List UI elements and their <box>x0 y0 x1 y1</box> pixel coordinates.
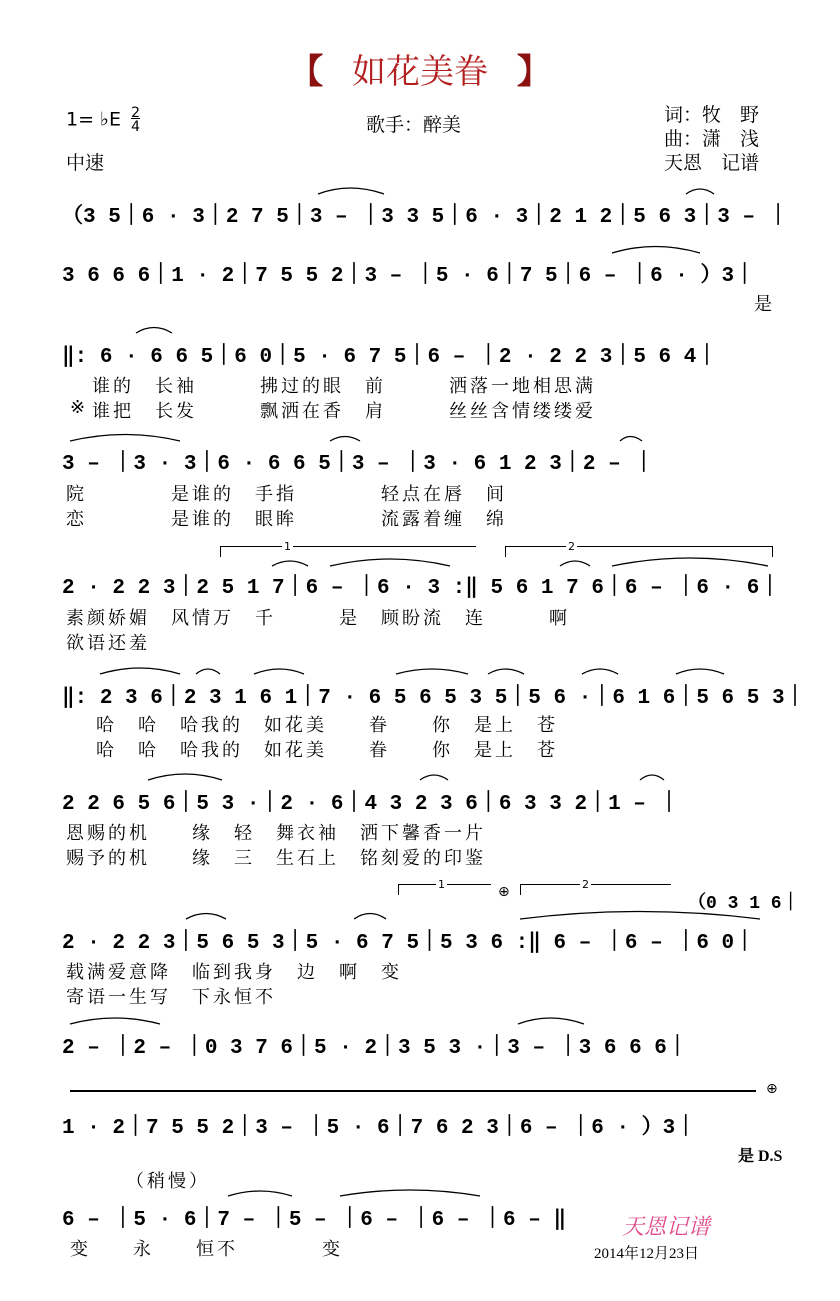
tempo-change-mark: （稍慢） <box>126 1171 210 1192</box>
lyric-row-5-verse-2: 欲语还羞 <box>66 633 150 654</box>
key-text: 1= ♭E <box>66 108 122 131</box>
volta-number-2b: 2 <box>582 878 589 891</box>
lyric-row-8-verse-2: 寄语一生写 下永恒不 <box>66 987 276 1008</box>
lyric-row-8-verse-1: 载满爱意降 临到我身 边 啊 变 <box>66 962 402 983</box>
coda-icon: ⊕ <box>498 884 510 900</box>
notation-row-7: 2 2 6 5 6｜5 3 ·｜2 · 6｜4 3 2 3 6｜6 3 3 2｜1 – ｜ <box>62 793 680 816</box>
title-bracket-close: 】 <box>516 52 551 92</box>
time-numerator: 2 <box>131 105 140 121</box>
ds-marking: 是 D.S <box>738 1148 783 1165</box>
notation-row-5: 2 · 2 2 3｜2 5 1 7｜6 – ｜6 · 3 :‖ 5 6 1 7 6｜6 – ｜6 · 6｜ <box>62 577 781 600</box>
date-stamp: 2014年12月23日 <box>594 1246 700 1262</box>
notation-row-2: 3 6 6 6｜1 · 2｜7 5 5 2｜3 – ｜5 · 6｜7 5｜6 – ｜6 · ）3｜ <box>62 265 756 288</box>
notation-row-4: 3 – ｜3 · 3｜6 · 6 6 5｜3 – ｜3 · 6 1 2 3｜2 – ｜ <box>62 453 655 476</box>
notation-row-8: 2 · 2 2 3｜5 6 5 3｜5 · 6 7 5｜5 3 6 :‖ 6 – ｜6 – ｜6 0｜ <box>62 932 756 955</box>
lyric-row-2-end: 是 <box>754 294 775 315</box>
lyric-row-6-verse-2: 哈 哈 哈我的 如花美 眷 你 是上 苍 <box>96 740 558 761</box>
coda-icon-2: ⊕ <box>766 1081 778 1097</box>
notation-row-9: 2 – ｜2 – ｜0 3 7 6｜5 · 2｜3 5 3 ·｜3 – ｜3 6 6 6｜ <box>62 1037 688 1060</box>
composer: 曲：潇 浅 <box>664 128 760 150</box>
notation-row-3: ‖: 6 · 6 6 5｜6 0｜5 · 6 7 5｜6 – ｜2 · 2 2 3｜5 6 4｜ <box>62 346 718 369</box>
lyricist: 词：牧 野 <box>664 104 760 126</box>
time-denominator: 4 <box>131 119 140 135</box>
notation-row-10: 1 · 2｜7 5 5 2｜3 – ｜5 · 6｜7 6 2 3｜6 – ｜6 · ）3｜ <box>62 1117 697 1140</box>
notation-row-1: （3 5｜6 · 3｜2 7 5｜3 – ｜3 3 5｜6 · 3｜2 1 2｜5 6 3｜3 – ｜ <box>62 206 789 229</box>
lyric-row-5-verse-1: 素颜娇媚 风情万 千 是 顾盼流 连 啊 <box>66 608 570 629</box>
lyric-row-6-verse-1: 哈 哈 哈我的 如花美 眷 你 是上 苍 <box>96 715 558 736</box>
lyric-row-7-verse-1: 恩赐的机 缘 轻 舞衣袖 洒下馨香一片 <box>66 823 486 844</box>
lyric-row-3-verse-2: 谁把 长发 飘洒在香 肩 丝丝含情缕缕爱 <box>92 401 596 422</box>
volta-number-2: 2 <box>568 540 575 553</box>
lyric-row-3-verse-1: 谁的 长袖 拂过的眼 前 洒落一地相思满 <box>92 376 596 397</box>
pickup-notes: （0 3 1 6｜ <box>688 894 800 914</box>
tempo: 中速 <box>66 152 105 174</box>
singer: 歌手：醉美 <box>366 114 462 136</box>
notation-row-11: 6 – ｜5 · 6｜7 – ｜5 – ｜6 – ｜6 – ｜6 – ‖ <box>62 1209 567 1232</box>
volta-number-1: 1 <box>284 540 291 553</box>
title-bracket-open: 【 <box>289 52 324 92</box>
title-text: 如花美眷 <box>352 52 488 92</box>
notation-row-6: ‖: 2 3 6｜2 3 1 6 1｜7 · 6 5 6 5 3 5｜5 6 ·｜6 1 6｜5 6 5 3｜ <box>62 687 806 710</box>
signature-stamp: 天恩记谱 <box>622 1214 711 1239</box>
lyric-row-4-verse-1: 院 是谁的 手指 轻点在唇 间 <box>66 484 507 505</box>
lyric-row-7-verse-2: 赐予的机 缘 三 生石上 铭刻爱的印鉴 <box>66 848 486 869</box>
volta-number-1b: 1 <box>438 878 445 891</box>
segno-mark: ※ <box>70 397 89 418</box>
lyric-row-11: 变 永 恒不 变 <box>70 1239 343 1260</box>
notator: 天恩 记谱 <box>664 152 760 174</box>
lyric-row-4-verse-2: 恋 是谁的 眼眸 流露着缠 绵 <box>66 509 507 530</box>
